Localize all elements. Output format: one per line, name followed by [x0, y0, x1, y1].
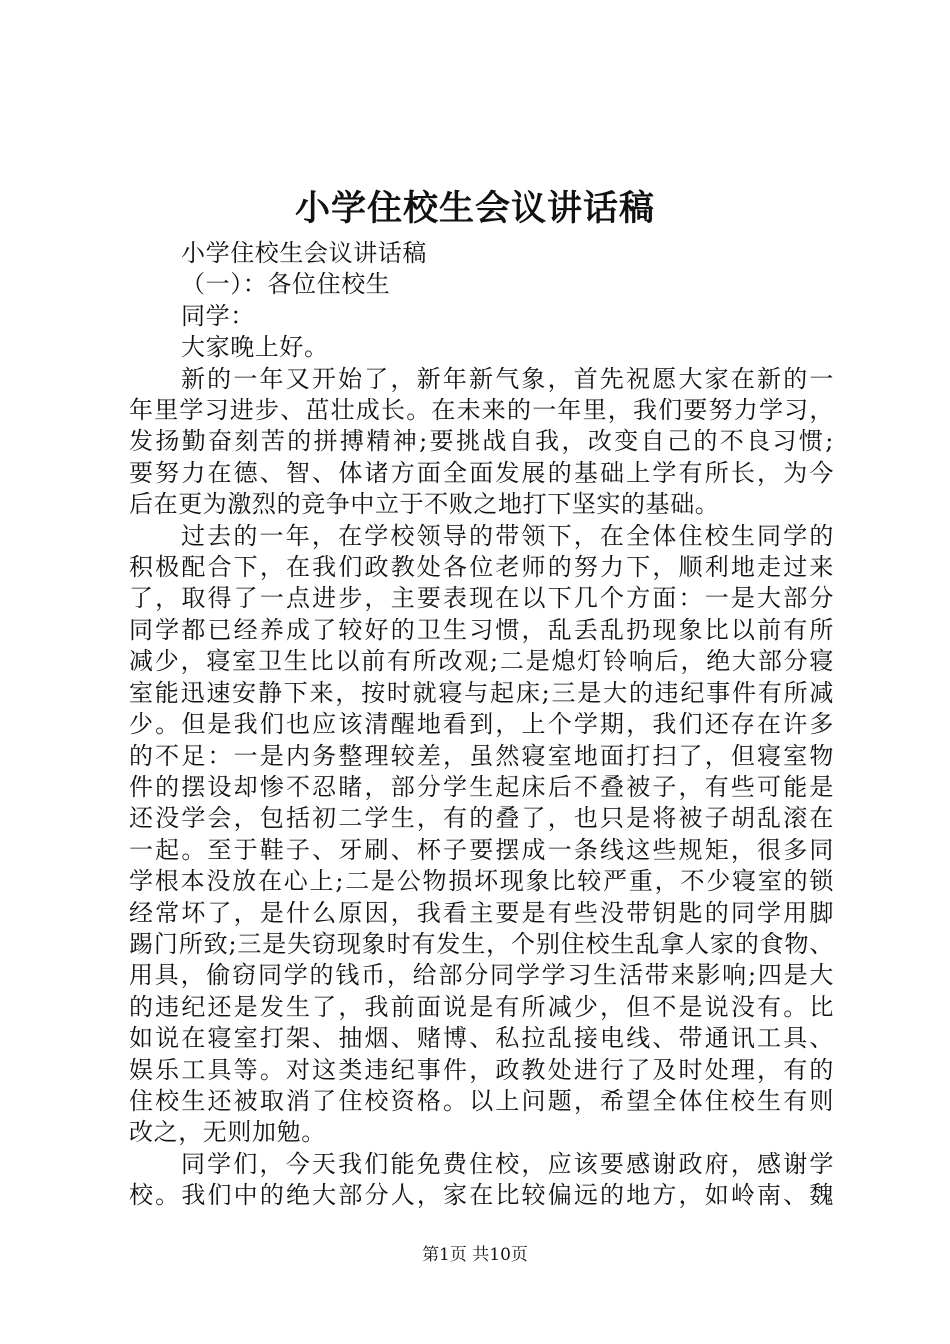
- text-line: 娱乐工具等。对这类违纪事件，政教处进行了及时处理，有的: [129, 1055, 834, 1084]
- text-line: 校。我们中的绝大部分人，家在比较偏远的地方，如岭南、魏: [129, 1181, 834, 1210]
- page-footer: 第1页 共10页: [422, 1245, 528, 1265]
- text-line: （一）：各位住校生: [181, 270, 391, 299]
- text-line: 新的一年又开始了，新年新气象，首先祝愿大家在新的一: [181, 364, 834, 393]
- text-line: 改之，无则加勉。: [129, 1118, 326, 1147]
- text-line: 同学都已经养成了较好的卫生习惯，乱丢乱扔现象比以前有所: [129, 615, 834, 644]
- text-line: 积极配合下，在我们政教处各位老师的努力下，顺利地走过来: [129, 553, 834, 582]
- text-line: 还没学会，包括初二学生，有的叠了，也只是将被子胡乱滚在: [129, 804, 834, 833]
- text-line: 发扬勤奋刻苦的拼搏精神;要挑战自我，改变自己的不良习惯;: [129, 427, 834, 456]
- document-body: [129, 238, 834, 1212]
- text-line: 大家晚上好。: [181, 333, 329, 362]
- text-line: 踢门所致;三是失窃现象时有发生，个别住校生乱拿人家的食物、: [129, 929, 834, 958]
- text-line: 过去的一年，在学校领导的带领下，在全体住校生同学的: [181, 521, 834, 550]
- text-line: 年里学习进步、茁壮成长。在未来的一年里，我们要努力学习，: [129, 396, 834, 425]
- text-line: 件的摆设却惨不忍睹，部分学生起床后不叠被子，有些可能是: [129, 772, 834, 801]
- text-line: 的不足：一是内务整理较差，虽然寝室地面打扫了，但寝室物: [129, 741, 834, 770]
- text-line: 小学住校生会议讲话稿: [181, 239, 427, 267]
- document-title: 小学住校生会议讲话稿: [294, 188, 655, 229]
- text-line: 室能迅速安静下来，按时就寝与起床;三是大的违纪事件有所减: [129, 678, 834, 707]
- text-line: 如说在寝室打架、抽烟、赌博、私拉乱接电线、带通讯工具、: [129, 1024, 834, 1053]
- text-line: 少。但是我们也应该清醒地看到，上个学期，我们还存在许多: [129, 710, 834, 739]
- text-line: 用具，偷窃同学的钱币，给部分同学学习生活带来影响;四是大: [129, 961, 834, 990]
- text-line: 要努力在德、智、体诸方面全面发展的基础上学有所长，为今: [129, 458, 834, 487]
- text-line: 一起。至于鞋子、牙刷、杯子要摆成一条线这些规矩，很多同: [129, 835, 834, 864]
- text-line: 同学：: [181, 301, 255, 330]
- text-line: 同学们，今天我们能免费住校，应该要感谢政府，感谢学: [181, 1149, 834, 1178]
- text-line: 住校生还被取消了住校资格。以上问题，希望全体住校生有则: [129, 1086, 834, 1115]
- text-line: 后在更为激烈的竞争中立于不败之地打下坚实的基础。: [129, 490, 720, 519]
- text-line: 减少，寝室卫生比以前有所改观;二是熄灯铃响后，绝大部分寝: [129, 647, 834, 676]
- text-line: 学根本没放在心上;二是公物损坏现象比较严重，不少寝室的锁: [129, 867, 834, 896]
- text-line: 经常坏了，是什么原因，我看主要是有些没带钥匙的同学用脚: [129, 898, 834, 927]
- text-line: 的违纪还是发生了，我前面说是有所减少，但不是说没有。比: [129, 992, 834, 1021]
- text-line: 了，取得了一点进步，主要表现在以下几个方面：一是大部分: [129, 584, 834, 613]
